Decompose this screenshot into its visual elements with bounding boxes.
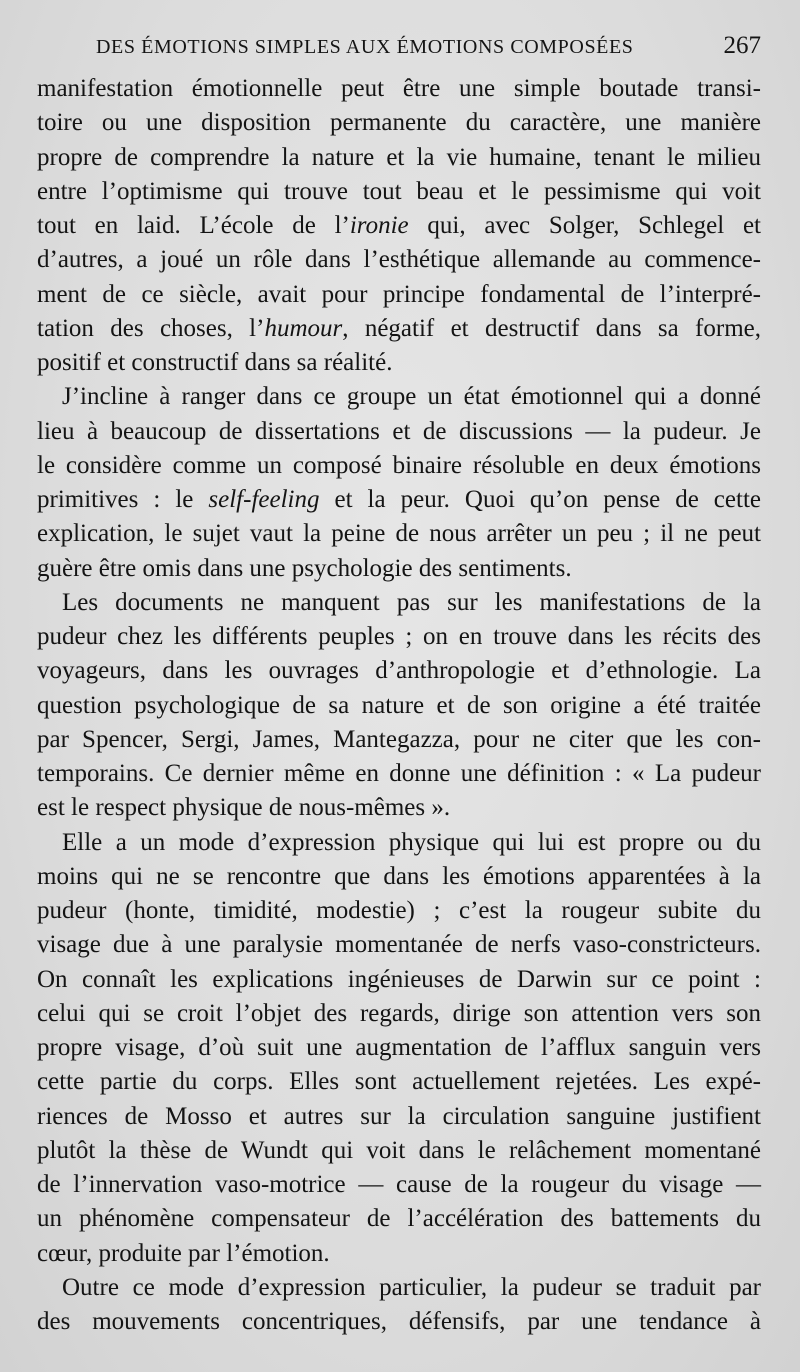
text-run: tout en laid. L’école de l’ <box>37 212 350 239</box>
text-line <box>37 1168 761 1202</box>
text-run: manifestation émotionnelle peut être une simple boutade transi- <box>37 75 761 102</box>
text-line <box>37 860 761 894</box>
text-line <box>37 826 761 860</box>
text-run: Outre ce mode d’expression particulier, la pudeur se traduit par <box>62 1273 761 1301</box>
italic-term: humour <box>264 314 343 342</box>
text-line <box>37 517 761 551</box>
paragraph <box>37 586 761 826</box>
text-line <box>37 483 761 517</box>
text-line <box>37 106 761 140</box>
paragraph <box>37 380 761 586</box>
text-run: toire ou une disposition permanente du caractère, une manière <box>37 109 761 137</box>
text-line <box>37 209 761 243</box>
body-text <box>37 72 761 1339</box>
text-run: lieu à beaucoup de dissertations et de discussions — la pudeur. Je <box>37 417 761 445</box>
text-run: propre de comprendre la nature et la vie humaine, tenant le milieu <box>37 143 761 171</box>
text-run: propre visage, d’où suit une augmentation de l’afflux sanguin vers <box>37 1034 761 1061</box>
text-run: un phénomène compensateur de l’accélération des battements du <box>37 1205 761 1233</box>
text-line <box>37 586 761 620</box>
running-title: DES ÉMOTIONS SIMPLES AUX ÉMOTIONS COMPOSÉES <box>96 36 634 58</box>
italic-term: ironie <box>349 212 409 239</box>
text-run: qui, avec Solger, Schlegel et <box>408 212 761 239</box>
text-run: Les documents ne manquent pas sur les manifestations de la <box>62 588 761 616</box>
text-line <box>37 72 761 106</box>
text-run: cœur, produite par l’émotion. <box>37 1239 330 1267</box>
text-line <box>37 141 761 175</box>
text-run: positif et constructif dans sa réalité. <box>37 349 393 376</box>
text-run: entre l’optimisme qui trouve tout beau et le pessimisme qui voit <box>37 177 761 205</box>
text-run: et la peur. Quoi qu’on pense de cette <box>319 486 761 513</box>
text-run: de l’innervation vaso-motrice — cause de la rougeur du visage — <box>37 1171 761 1198</box>
paragraph <box>37 826 761 1271</box>
text-run: guère être omis dans une psychologie des sentiments. <box>37 554 572 582</box>
page-number: 267 <box>723 32 761 59</box>
text-run: pudeur chez les différents peuples ; on en trouve dans les récits des <box>37 623 761 650</box>
text-run: riences de Mosso et autres sur la circulation sanguine justifient <box>37 1102 761 1130</box>
text-run: plutôt la thèse de Wundt qui voit dans le relâchement momentané <box>37 1136 761 1164</box>
text-line <box>37 997 761 1031</box>
text-run: On connaît les explications ingénieuses de Darwin sur ce point : <box>37 965 761 993</box>
text-line <box>37 1100 761 1134</box>
text-line <box>37 1305 761 1339</box>
text-run: J’incline à ranger dans ce groupe un état émotionnel qui a donné <box>62 383 761 411</box>
text-run: , négatif et destructif dans sa forme, <box>342 314 761 342</box>
paragraph <box>37 1271 761 1340</box>
italic-term: self-feeling <box>208 486 320 513</box>
text-line <box>37 312 761 346</box>
text-run: d’autres, a joué un rôle dans l’esthétique allemande au commence- <box>37 246 761 274</box>
text-line <box>37 791 761 825</box>
text-line <box>37 1134 761 1168</box>
text-run: par Spencer, Sergi, James, Mantegazza, pour ne citer que les con- <box>37 725 761 753</box>
text-line <box>37 894 761 928</box>
paragraph <box>37 72 761 380</box>
text-run: celui qui se croit l’objet des regards, dirige son attention vers son <box>37 999 761 1027</box>
text-run: visage due à une paralysie momentanée de nerfs vaso-constricteurs. <box>37 931 761 959</box>
text-line <box>37 449 761 483</box>
text-line <box>37 1271 761 1305</box>
text-run: temporains. Ce dernier même en donne une définition : « La pudeur <box>37 760 761 787</box>
text-line <box>37 243 761 277</box>
text-line <box>37 928 761 962</box>
text-run: ment de ce siècle, avait pour principe fondamental de l’interpré- <box>37 280 761 308</box>
text-run: primitives : le <box>37 486 209 513</box>
text-run: pudeur (honte, timidité, modestie) ; c’est la rougeur subite du <box>37 897 761 924</box>
text-line <box>37 963 761 997</box>
text-run: est le respect physique de nous-mêmes ». <box>37 794 451 822</box>
text-line <box>37 620 761 654</box>
text-line <box>37 1237 761 1271</box>
text-run: des mouvements concentriques, défensifs, par une tendance à <box>37 1308 761 1335</box>
text-run: tation des choses, l’ <box>37 314 265 342</box>
text-run: moins qui ne se rencontre que dans les émotions apparentées à la <box>37 862 761 890</box>
running-header <box>96 32 761 66</box>
text-line <box>37 1202 761 1236</box>
text-run: explication, le sujet vaut la peine de nous arrêter un peu ; il ne peut <box>37 520 761 548</box>
text-run: question psychologique de sa nature et de son origine a été traitée <box>37 691 761 719</box>
text-run: Elle a un mode d’expression physique qui lui est propre ou du <box>62 828 761 856</box>
text-line <box>37 689 761 723</box>
text-line <box>37 175 761 209</box>
text-line <box>37 757 761 791</box>
text-line <box>37 1031 761 1065</box>
text-line <box>37 415 761 449</box>
text-run: le considère comme un composé binaire résoluble en deux émotions <box>37 451 761 479</box>
text-line <box>37 278 761 312</box>
text-line <box>37 1065 761 1099</box>
text-line <box>37 346 761 380</box>
text-run: voyageurs, dans les ouvrages d’anthropologie et d’ethnologie. La <box>37 657 761 685</box>
text-line <box>37 380 761 414</box>
text-run: cette partie du corps. Elles sont actuellement rejetées. Les expé- <box>37 1068 761 1096</box>
text-line <box>37 723 761 757</box>
text-line <box>37 552 761 586</box>
text-line <box>37 654 761 688</box>
